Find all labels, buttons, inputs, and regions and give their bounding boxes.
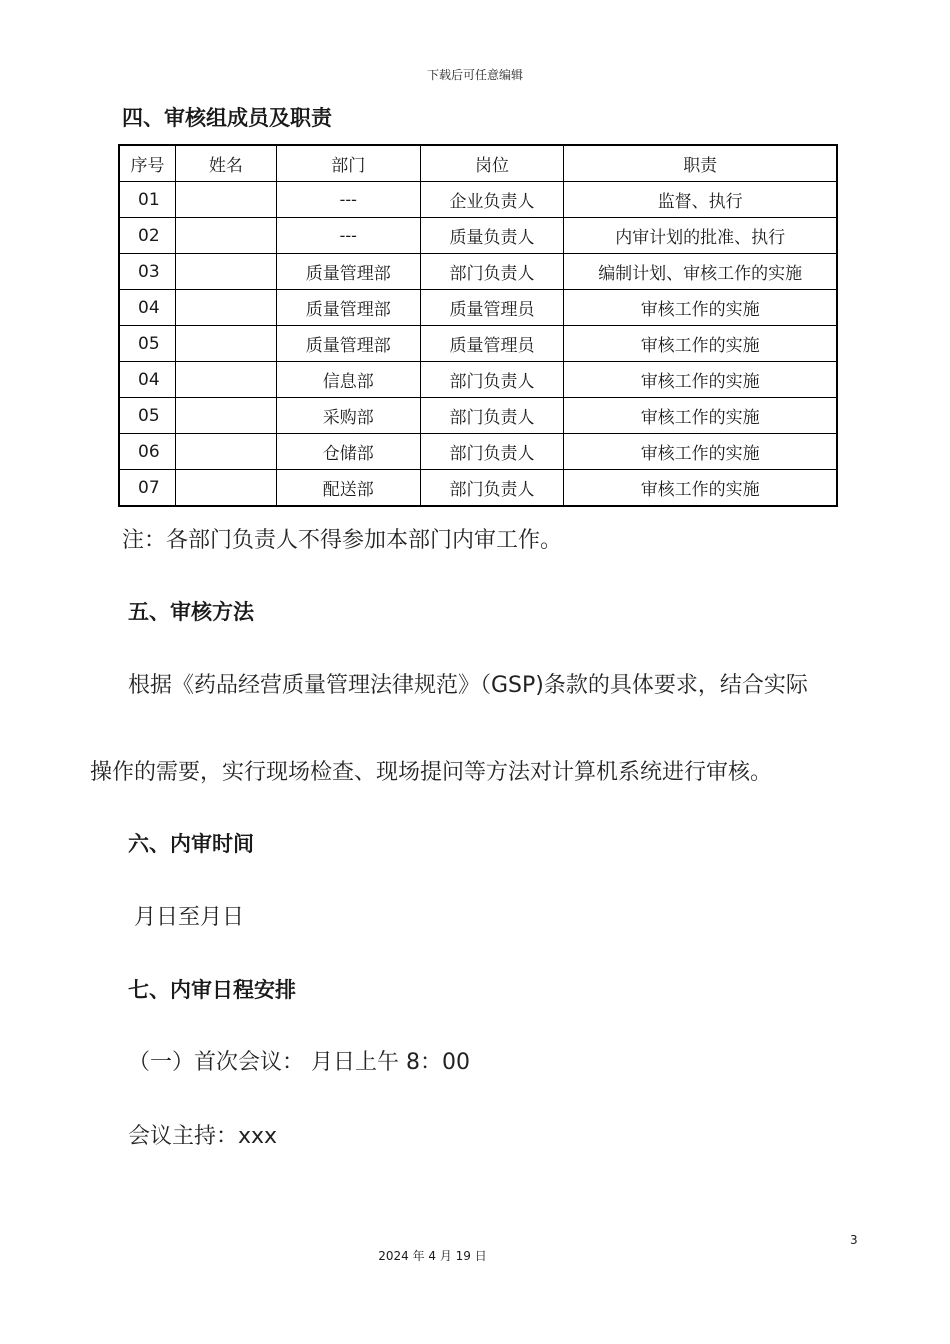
section7-title: 七、内审日程安排 <box>128 978 296 1002</box>
cell-dept: --- <box>276 182 420 218</box>
cell-dept: 质量管理部 <box>276 326 420 362</box>
cell-name <box>175 182 276 218</box>
header-note: 下载后可任意编辑 <box>426 68 523 82</box>
cell-duty: 审核工作的实施 <box>564 434 837 470</box>
cell-post: 质量负责人 <box>420 218 564 254</box>
cell-duty: 审核工作的实施 <box>564 326 837 362</box>
table-row <box>119 398 837 434</box>
section4-title: 四、审核组成员及职责 <box>122 106 332 130</box>
header-dept: 部门 <box>276 145 420 182</box>
cell-no: 06 <box>119 434 175 470</box>
cell-name <box>175 290 276 326</box>
cell-duty: 内审计划的批准、执行 <box>564 218 837 254</box>
section7-meeting-host: 会议主持：xxx <box>128 1124 278 1149</box>
table-row <box>119 326 837 362</box>
section7-item-first-meeting: （一）首次会议： 月日上午 8：00 <box>128 1050 470 1075</box>
cell-no: 05 <box>119 326 175 362</box>
section5-title: 五、审核方法 <box>128 600 254 624</box>
cell-post: 企业负责人 <box>420 182 564 218</box>
cell-post: 部门负责人 <box>420 398 564 434</box>
table-row <box>119 290 837 326</box>
cell-dept: 信息部 <box>276 362 420 398</box>
cell-no: 04 <box>119 290 175 326</box>
cell-name <box>175 218 276 254</box>
table-header-row <box>119 145 837 182</box>
header-duty: 职责 <box>564 145 837 182</box>
cell-dept: 仓储部 <box>276 434 420 470</box>
cell-name <box>175 470 276 507</box>
table-row <box>119 182 837 218</box>
cell-dept: 采购部 <box>276 398 420 434</box>
cell-post: 质量管理员 <box>420 290 564 326</box>
staff-table <box>118 144 838 507</box>
cell-post: 质量管理员 <box>420 326 564 362</box>
cell-no: 01 <box>119 182 175 218</box>
cell-name <box>175 362 276 398</box>
page-number: 3 <box>850 1233 858 1247</box>
table-row <box>119 218 837 254</box>
cell-duty: 审核工作的实施 <box>564 290 837 326</box>
header-post: 岗位 <box>420 145 564 182</box>
cell-no: 02 <box>119 218 175 254</box>
cell-duty: 审核工作的实施 <box>564 362 837 398</box>
section6-text: 月日至月日 <box>134 905 245 930</box>
table-row <box>119 362 837 398</box>
table-row <box>119 470 837 507</box>
section6-title: 六、内审时间 <box>128 832 254 856</box>
cell-name <box>175 434 276 470</box>
cell-duty: 监督、执行 <box>564 182 837 218</box>
cell-post: 部门负责人 <box>420 434 564 470</box>
cell-no: 03 <box>119 254 175 290</box>
section5-paragraph-line1: 根据《药品经营质量管理法律规范》（GSP)条款的具体要求，结合实际 <box>128 673 808 698</box>
table-row <box>119 254 837 290</box>
cell-duty: 审核工作的实施 <box>564 398 837 434</box>
cell-no: 04 <box>119 362 175 398</box>
cell-dept: 配送部 <box>276 470 420 507</box>
cell-no: 07 <box>119 470 175 507</box>
cell-name <box>175 326 276 362</box>
cell-post: 部门负责人 <box>420 470 564 507</box>
cell-duty: 编制计划、审核工作的实施 <box>564 254 837 290</box>
cell-no: 05 <box>119 398 175 434</box>
section5-paragraph-line2: 操作的需要，实行现场检查、现场提问等方法对计算机系统进行审核。 <box>90 760 773 785</box>
cell-dept: --- <box>276 218 420 254</box>
cell-dept: 质量管理部 <box>276 254 420 290</box>
table-row <box>119 434 837 470</box>
header-no: 序号 <box>119 145 175 182</box>
cell-post: 部门负责人 <box>420 254 564 290</box>
cell-duty: 审核工作的实施 <box>564 470 837 507</box>
header-name: 姓名 <box>175 145 276 182</box>
cell-post: 部门负责人 <box>420 362 564 398</box>
cell-name <box>175 254 276 290</box>
cell-name <box>175 398 276 434</box>
footer-date: 2024 年 4 月 19 日 <box>378 1249 487 1263</box>
cell-dept: 质量管理部 <box>276 290 420 326</box>
table-note: 注：各部门负责人不得参加本部门内审工作。 <box>122 528 563 553</box>
